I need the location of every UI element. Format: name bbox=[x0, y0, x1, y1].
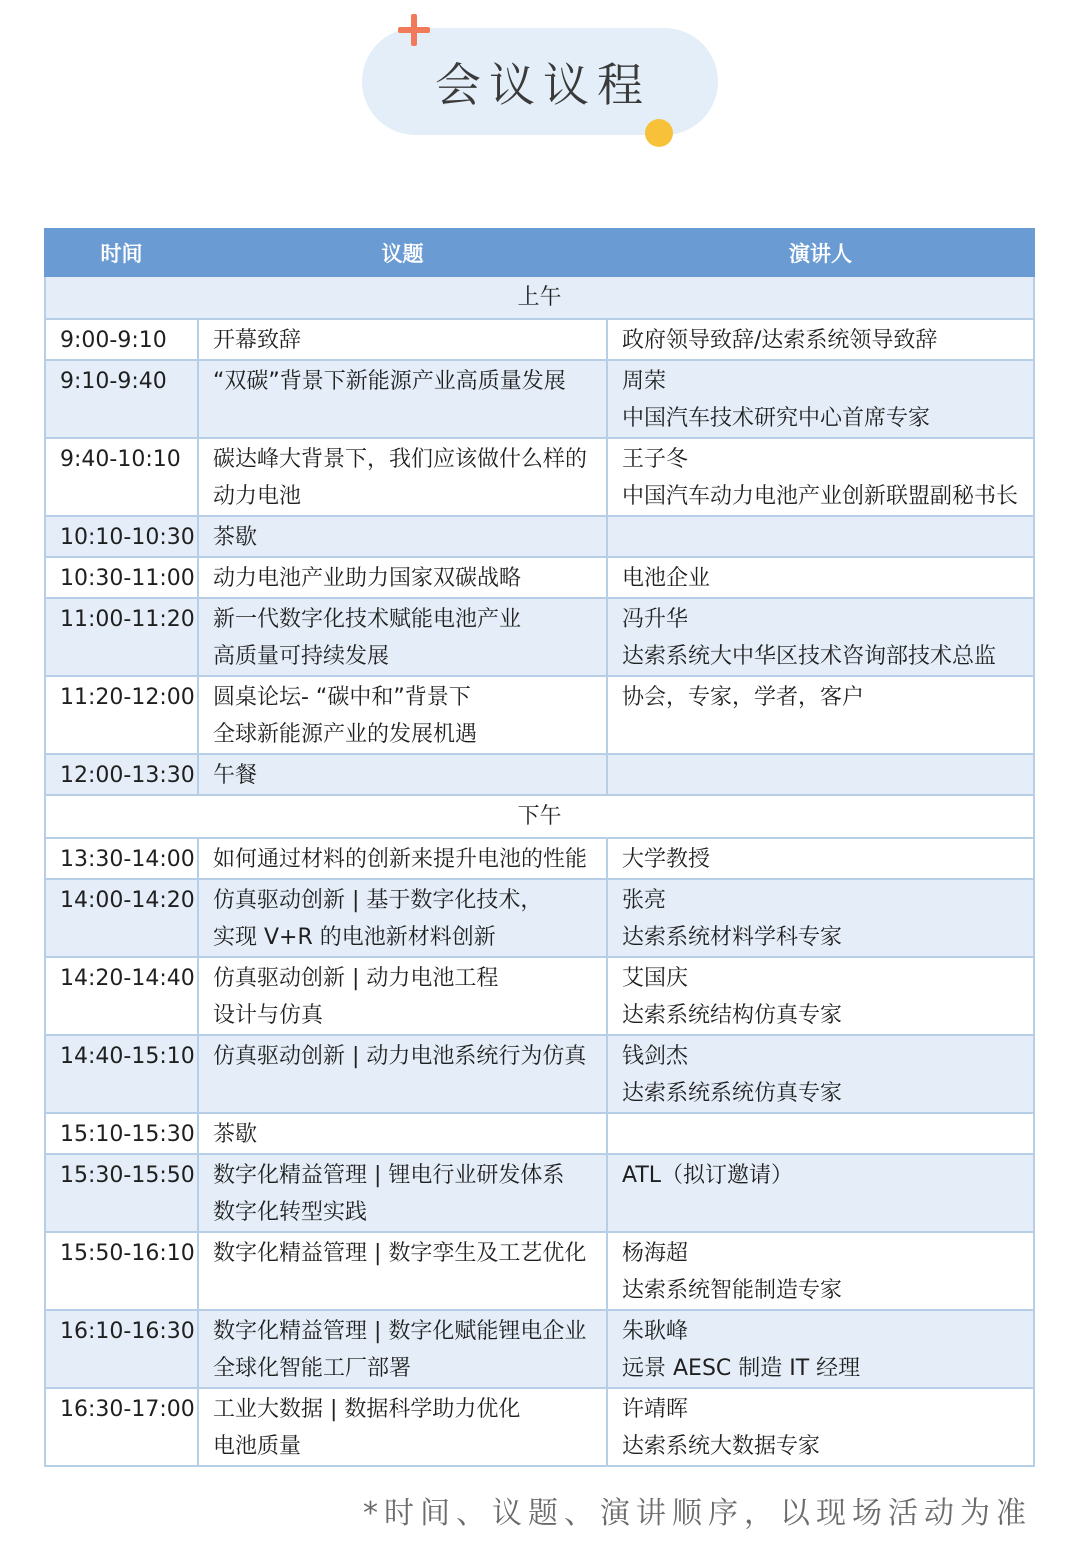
speaker-cell bbox=[607, 754, 1034, 795]
time-text: 10:30-11:00 bbox=[60, 566, 195, 591]
time-cell bbox=[45, 598, 198, 676]
table-row bbox=[45, 1232, 1034, 1310]
speaker-line: 朱耿峰 bbox=[622, 1319, 689, 1344]
time-text: 16:10-16:30 bbox=[60, 1319, 195, 1344]
table-row bbox=[45, 879, 1034, 957]
topic-line: 数字化转型实践 bbox=[213, 1200, 368, 1225]
speaker-cell bbox=[607, 838, 1034, 879]
speaker-line: 中国汽车动力电池产业创新联盟副秘书长 bbox=[622, 484, 1019, 509]
speaker-cell bbox=[607, 1154, 1034, 1232]
speaker-cell bbox=[607, 1232, 1034, 1310]
speaker-line bbox=[622, 757, 1021, 794]
topic-cell bbox=[198, 1113, 607, 1154]
speaker-line bbox=[622, 519, 1021, 556]
time-text: 13:30-14:00 bbox=[60, 847, 195, 872]
topic-cell bbox=[198, 838, 607, 879]
speaker-line: 达索系统大中华区技术咨询部技术总监 bbox=[622, 644, 997, 669]
speaker-cell bbox=[607, 1388, 1034, 1466]
topic-line: 开幕致辞 bbox=[213, 328, 302, 353]
agenda-table bbox=[44, 228, 1035, 1467]
speaker-line: 达索系统材料学科专家 bbox=[622, 925, 843, 950]
topic-cell bbox=[198, 319, 607, 360]
time-cell bbox=[45, 1232, 198, 1310]
time-cell bbox=[45, 879, 198, 957]
speaker-line: ATL（拟订邀请） bbox=[622, 1163, 794, 1188]
topic-line: 电池质量 bbox=[213, 1434, 302, 1459]
topic-line: 仿真驱动创新 | 基于数字化技术， bbox=[213, 888, 543, 913]
time-text: 9:00-9:10 bbox=[60, 328, 167, 353]
speaker-line: 杨海超 bbox=[622, 1241, 689, 1266]
table-row bbox=[45, 1388, 1034, 1466]
speaker-line: 艾国庆 bbox=[622, 966, 689, 991]
time-text: 14:20-14:40 bbox=[60, 966, 195, 991]
speaker-line: 达索系统大数据专家 bbox=[622, 1434, 821, 1459]
topic-line: 茶歇 bbox=[213, 1122, 258, 1147]
time-cell bbox=[45, 838, 198, 879]
speaker-line: 电池企业 bbox=[622, 566, 711, 591]
time-cell bbox=[45, 1113, 198, 1154]
section-row bbox=[45, 276, 1034, 319]
dot-icon bbox=[645, 119, 673, 147]
time-text: 10:10-10:30 bbox=[60, 525, 195, 550]
speaker-cell bbox=[607, 516, 1034, 557]
table-row bbox=[45, 754, 1034, 795]
speaker-line: 张亮 bbox=[622, 888, 667, 913]
column-header-speaker: 演讲人 bbox=[607, 229, 1034, 276]
topic-cell bbox=[198, 1035, 607, 1113]
speaker-cell bbox=[607, 557, 1034, 598]
speaker-cell bbox=[607, 598, 1034, 676]
topic-line: 仿真驱动创新 | 动力电池工程 bbox=[213, 966, 499, 991]
table-row bbox=[45, 1113, 1034, 1154]
speaker-line: 中国汽车技术研究中心首席专家 bbox=[622, 406, 931, 431]
speaker-line: 周荣 bbox=[622, 369, 667, 394]
time-text: 14:40-15:10 bbox=[60, 1044, 195, 1069]
time-cell bbox=[45, 957, 198, 1035]
topic-line: 碳达峰大背景下，我们应该做什么样的 bbox=[213, 447, 588, 472]
time-text: 11:20-12:00 bbox=[60, 685, 195, 710]
speaker-cell bbox=[607, 1310, 1034, 1388]
table-row bbox=[45, 557, 1034, 598]
time-cell bbox=[45, 360, 198, 438]
speaker-line: 远景 AESC 制造 IT 经理 bbox=[622, 1356, 861, 1381]
page-title: 会议议程 bbox=[435, 57, 651, 112]
time-cell bbox=[45, 1035, 198, 1113]
table-row bbox=[45, 1310, 1034, 1388]
topic-line: 数字化精益管理 | 数字化赋能锂电企业 bbox=[213, 1319, 587, 1344]
topic-cell bbox=[198, 1232, 607, 1310]
plus-icon bbox=[398, 14, 430, 46]
speaker-line: 大学教授 bbox=[622, 847, 711, 872]
topic-line: 全球新能源产业的发展机遇 bbox=[213, 722, 478, 747]
topic-line: 数字化精益管理 | 数字孪生及工艺优化 bbox=[213, 1241, 587, 1266]
time-cell bbox=[45, 1388, 198, 1466]
time-cell bbox=[45, 516, 198, 557]
column-header-topic: 议题 bbox=[198, 229, 607, 276]
topic-line: 圆桌论坛- “碳中和”背景下 bbox=[213, 685, 471, 710]
footnote: *时间、议题、演讲顺序，以现场活动为准 bbox=[363, 1496, 1032, 1531]
time-text: 15:30-15:50 bbox=[60, 1163, 195, 1188]
agenda-body bbox=[45, 276, 1034, 1466]
speaker-line: 王子冬 bbox=[622, 447, 689, 472]
time-text: 16:30-17:00 bbox=[60, 1397, 195, 1422]
table-row bbox=[45, 676, 1034, 754]
time-text: 12:00-13:30 bbox=[60, 763, 195, 788]
time-text: 9:10-9:40 bbox=[60, 369, 167, 394]
topic-cell bbox=[198, 879, 607, 957]
topic-line: 午餐 bbox=[213, 763, 258, 788]
topic-line: 全球化智能工厂部署 bbox=[213, 1356, 412, 1381]
time-cell bbox=[45, 1310, 198, 1388]
speaker-line bbox=[622, 1116, 1021, 1153]
speaker-cell bbox=[607, 319, 1034, 360]
time-cell bbox=[45, 676, 198, 754]
time-text: 9:40-10:10 bbox=[60, 447, 181, 472]
table-row bbox=[45, 360, 1034, 438]
topic-cell bbox=[198, 1310, 607, 1388]
table-row bbox=[45, 438, 1034, 516]
table-row bbox=[45, 838, 1034, 879]
topic-line: 实现 V+R 的电池新材料创新 bbox=[213, 925, 496, 950]
speaker-cell bbox=[607, 1113, 1034, 1154]
topic-line: 高质量可持续发展 bbox=[213, 644, 390, 669]
speaker-cell bbox=[607, 360, 1034, 438]
time-text: 14:00-14:20 bbox=[60, 888, 195, 913]
topic-cell bbox=[198, 1154, 607, 1232]
topic-line: 数字化精益管理 | 锂电行业研发体系 bbox=[213, 1163, 565, 1188]
table-row bbox=[45, 957, 1034, 1035]
speaker-line: 政府领导致辞/达索系统领导致辞 bbox=[622, 328, 938, 353]
time-cell bbox=[45, 1154, 198, 1232]
table-row bbox=[45, 1035, 1034, 1113]
table-row bbox=[45, 1154, 1034, 1232]
topic-cell bbox=[198, 1388, 607, 1466]
speaker-cell bbox=[607, 676, 1034, 754]
speaker-cell bbox=[607, 879, 1034, 957]
topic-cell bbox=[198, 754, 607, 795]
time-cell bbox=[45, 319, 198, 360]
column-header-time: 时间 bbox=[45, 229, 198, 276]
speaker-cell bbox=[607, 1035, 1034, 1113]
topic-line: 如何通过材料的创新来提升电池的性能 bbox=[213, 847, 588, 872]
topic-cell bbox=[198, 598, 607, 676]
speaker-line: 达索系统智能制造专家 bbox=[622, 1278, 843, 1303]
topic-line: 工业大数据 | 数据科学助力优化 bbox=[213, 1397, 521, 1422]
speaker-line: 达索系统结构仿真专家 bbox=[622, 1003, 843, 1028]
speaker-cell bbox=[607, 957, 1034, 1035]
section-label: 下午 bbox=[45, 795, 1034, 838]
topic-line: 设计与仿真 bbox=[213, 1003, 324, 1028]
time-cell bbox=[45, 754, 198, 795]
speaker-line: 许靖晖 bbox=[622, 1397, 689, 1422]
topic-line: 茶歇 bbox=[213, 525, 258, 550]
section-label: 上午 bbox=[45, 276, 1034, 319]
section-row bbox=[45, 795, 1034, 838]
time-text: 15:50-16:10 bbox=[60, 1241, 195, 1266]
topic-cell bbox=[198, 676, 607, 754]
topic-line: 仿真驱动创新 | 动力电池系统行为仿真 bbox=[213, 1044, 587, 1069]
table-row bbox=[45, 598, 1034, 676]
topic-cell bbox=[198, 516, 607, 557]
topic-cell bbox=[198, 557, 607, 598]
topic-line: 动力电池产业助力国家双碳战略 bbox=[213, 566, 522, 591]
topic-cell bbox=[198, 957, 607, 1035]
speaker-line: 达索系统系统仿真专家 bbox=[622, 1081, 843, 1106]
speaker-line: 冯升华 bbox=[622, 607, 689, 632]
time-text: 15:10-15:30 bbox=[60, 1122, 195, 1147]
speaker-line: 钱剑杰 bbox=[622, 1044, 689, 1069]
time-cell bbox=[45, 557, 198, 598]
table-row bbox=[45, 319, 1034, 360]
table-header-row bbox=[45, 229, 1034, 276]
table-row bbox=[45, 516, 1034, 557]
speaker-line: 协会，专家，学者，客户 bbox=[622, 685, 865, 710]
topic-line: 新一代数字化技术赋能电池产业 bbox=[213, 607, 522, 632]
time-cell bbox=[45, 438, 198, 516]
time-text: 11:00-11:20 bbox=[60, 607, 195, 632]
topic-line: “双碳”背景下新能源产业高质量发展 bbox=[213, 369, 566, 394]
speaker-cell bbox=[607, 438, 1034, 516]
topic-cell bbox=[198, 360, 607, 438]
topic-line: 动力电池 bbox=[213, 484, 302, 509]
topic-cell bbox=[198, 438, 607, 516]
